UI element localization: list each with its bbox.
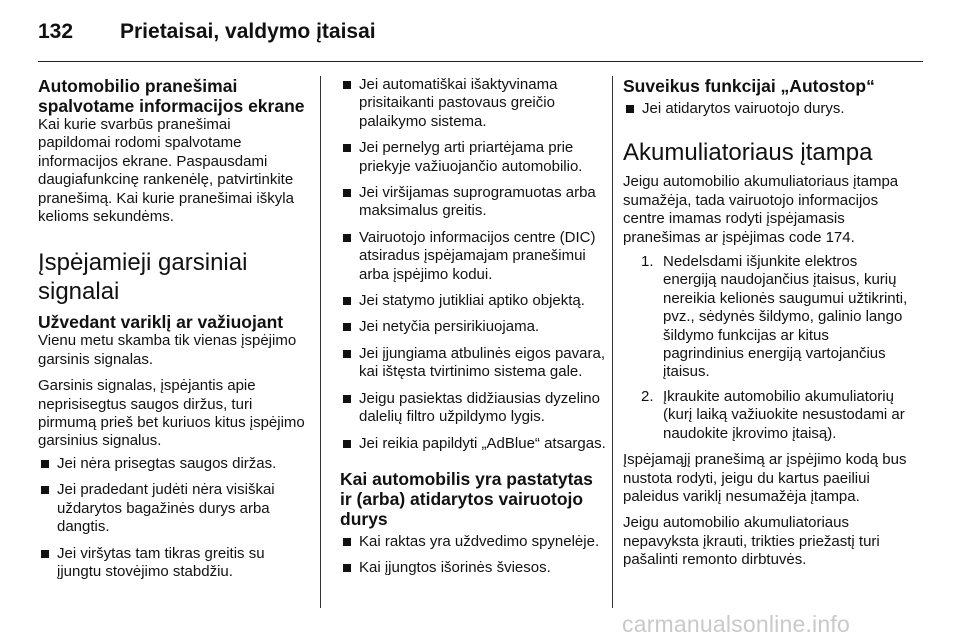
bullet-square-icon <box>41 486 49 494</box>
bullet-square-icon <box>343 81 351 89</box>
section-heading-battery-voltage: Akumuliatoriaus įtampa <box>623 139 873 167</box>
section-heading-autostop: Suveikus funkcijai „Autostop“ <box>623 76 875 96</box>
bullet-square-icon <box>41 550 49 558</box>
list-item: Kai raktas yra uždvedimo spynelėje. <box>340 533 608 551</box>
list-item: Jei statymo jutikliai aptiko objektą. <box>340 292 608 310</box>
section-heading-messages: Automobilio pranešimai spalvotame informacijos ekrane <box>38 76 305 116</box>
list-item: Jei viršijamas suprogramuotas arba maksimalus greitis. <box>340 184 608 221</box>
driving-paragraph-2: Garsinis signalas, įspėjantis apie neprisisegtus saugos diržus, turi pirmumą prieš bet kuriuos kitus įspėjimo garsinius signalus. <box>38 377 305 450</box>
list-item: Jei atidarytos vairuotojo durys. <box>623 100 913 118</box>
battery-paragraph-3: Jeigu automobilio akumuliatoriaus nepavyksta įkrauti, trikties priežastį turi pašalinti remonto dirbtuvės. <box>623 514 880 569</box>
bullet-square-icon <box>343 189 351 197</box>
list-item: Jei reikia papildyti „AdBlue“ atsargas. <box>340 435 608 453</box>
bullet-square-icon <box>343 395 351 403</box>
subsection-heading-driving: Užvedant variklį ar važiuojant <box>38 312 284 333</box>
bullet-square-icon <box>343 564 351 572</box>
list-item: Vairuotojo informacijos centre (DIC) atsiradus įspėjamajam pranešimui arba įspėjimo kodui. <box>340 229 608 284</box>
header-divider <box>38 61 923 62</box>
driving-bullet-list <box>38 455 306 581</box>
list-item: Jei nėra prisegtas saugos diržas. <box>38 455 306 473</box>
list-item: Jei pernelyg arti priartėjama prie priekyje važiuojančio automobilio. <box>340 139 608 176</box>
list-item: Jei viršytas tam tikras greitis su įjungtu stovėjimo stabdžiu. <box>38 545 306 582</box>
list-item: Jei netyčia persirikiuojama. <box>340 318 608 336</box>
list-item: Jei automatiškai išaktyvinama prisitaikanti pastovaus greičio palaikymo sistema. <box>340 76 608 131</box>
page-header <box>38 20 923 48</box>
bullet-square-icon <box>626 105 634 113</box>
battery-steps-list <box>623 253 913 443</box>
column-divider-2 <box>612 76 613 608</box>
bullet-square-icon <box>343 440 351 448</box>
section-heading-warning-chimes: Įspėjamieji garsiniai signalai <box>38 249 248 306</box>
messages-paragraph: Kai kurie svarbūs pranešimai papildomai rodomi spalvotame informacijos ekrane. Paspausdami daugiafunkcinę rankenėlę, patvirtinkite pranešimą. Kai kurie pranešimai iškyla kelioms sekundėms. <box>38 116 294 226</box>
bullet-square-icon <box>343 538 351 546</box>
autostop-bullet-list <box>623 100 913 118</box>
column-2 <box>340 76 608 578</box>
battery-paragraph-2: Įspėjamąjį pranešimą ar įspėjimo kodą bus nustota rodyti, jeigu du kartus paeiliui paleidus variklį nesumažėja įtampa. <box>623 451 907 505</box>
parked-bullet-list <box>340 533 608 578</box>
list-item: 2. Įkraukite automobilio akumuliatorių (kurį laiką važiuokite nesustodami ar naudokite įkrovimo įtaisą). <box>641 387 905 442</box>
page-title: Prietaisai, valdymo įtaisai <box>120 20 376 43</box>
bullet-square-icon <box>41 460 49 468</box>
driving-paragraph-1: Vienu metu skamba tik vienas įspėjimo garsinis signalas. <box>38 332 297 368</box>
watermark-text: carmanualsonline.info <box>622 611 850 637</box>
section-heading-parked: Kai automobilis yra pastatytas ir (arba) atidarytos vairuotojo durys <box>340 468 593 529</box>
bullet-square-icon <box>343 234 351 242</box>
list-item: Kai įjungtos išorinės šviesos. <box>340 559 608 577</box>
list-item: Jeigu pasiektas didžiausias dyzelino dalelių filtro užpildymo lygis. <box>340 390 608 427</box>
list-item: Jei įjungiama atbulinės eigos pavara, kai ištęsta tvirtinimo sistema gale. <box>340 345 608 382</box>
bullet-square-icon <box>343 297 351 305</box>
bullet-square-icon <box>343 323 351 331</box>
list-item: 1. Nedelsdami išjunkite elektros energiją naudojančius įtaisus, kurių nereikia kelionės saugumui užtikrinti, pvz., sėdynės šildymo, galinio lango šildymo funkcijas ar kitus pagrindinius energiją vartojančius įtaisus. <box>641 253 908 381</box>
battery-paragraph-1: Jeigu automobilio akumuliatoriaus įtampa sumažėja, tada vairuotojo informacijos centre imamas rodyti įspėjamasis pranešimas ar įspėjimas code 174. <box>623 173 899 246</box>
bullet-square-icon <box>343 350 351 358</box>
page-number: 132 <box>38 20 74 43</box>
bullet-square-icon <box>343 144 351 152</box>
list-item: Jei pradedant judėti nėra visiškai uždarytos bagažinės durys arba dangtis. <box>38 481 306 536</box>
column-1 <box>38 76 306 581</box>
column-divider-1 <box>320 76 321 608</box>
column-3 <box>623 76 913 570</box>
chime-bullet-list <box>340 76 608 453</box>
